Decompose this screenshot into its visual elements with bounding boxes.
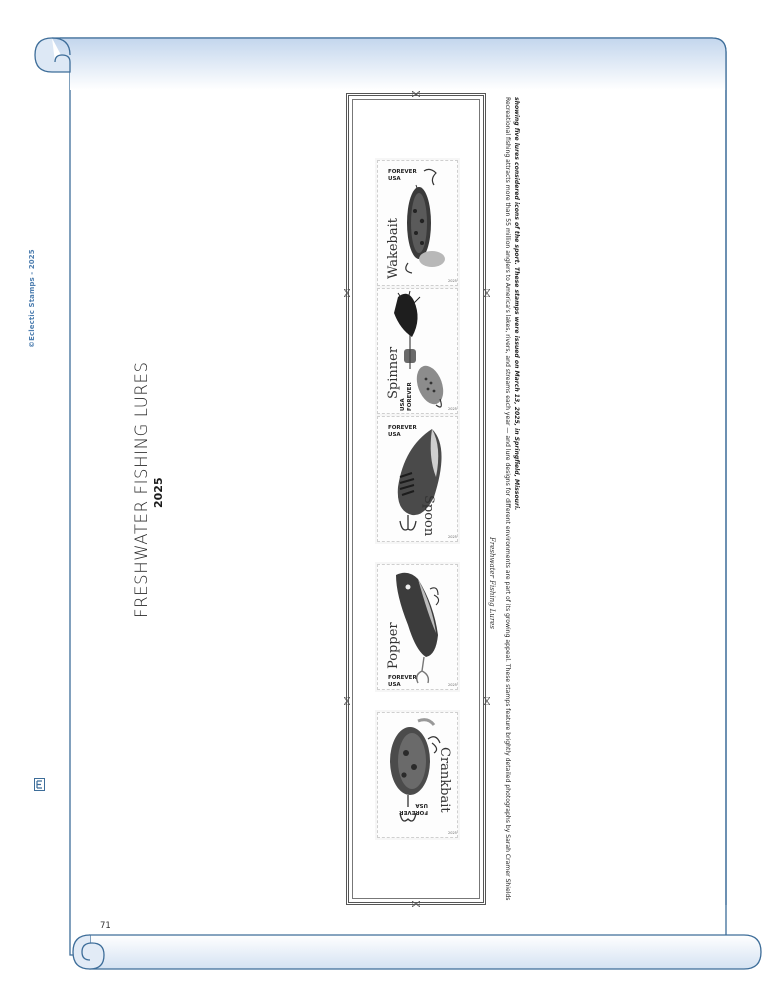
stamp-year: 2025 <box>448 407 457 411</box>
stamp-denomination: FOREVER USA <box>388 675 417 688</box>
mount-ornament-icon <box>484 289 490 297</box>
stamp-year: 2025 <box>448 535 457 539</box>
stamp-year: 2025 <box>448 279 457 283</box>
stamp-name: Crankbait <box>437 747 452 813</box>
page-year: 2025 <box>152 477 165 508</box>
stamp-spinner <box>377 288 458 414</box>
eclectic-logo-icon <box>34 778 45 791</box>
stamp-denomination: FOREVER USA <box>388 425 417 438</box>
stamp-name: Spinner <box>386 346 401 399</box>
mount-ornament-icon <box>412 901 420 907</box>
stamp-denomination: USA FOREVER <box>400 382 413 411</box>
stamp-denomination: FOREVER USA <box>399 802 428 815</box>
stamp-year: 2025 <box>448 683 457 687</box>
stamp-name: Spoon <box>421 495 436 537</box>
stamp-spoon <box>377 416 458 542</box>
page-number: 71 <box>100 921 111 931</box>
description-line-1: Recreational fishing attracts more than 55 million anglers to America's lakes, rivers, and streams each year — and lure designs for different environments are part of its growing appeal. These stamps feature brightly detailed photographs by Sarah Cramer Shields <box>504 97 511 901</box>
stamp-year: 2025 <box>448 831 457 835</box>
mount-ornament-icon <box>484 697 490 705</box>
stamp-denomination: FOREVER USA <box>388 169 417 182</box>
stamp-name: Wakebait <box>386 217 401 279</box>
page-title: FRESHWATER FISHING LURES <box>132 361 151 618</box>
description-line-2: showing five lures considered icons of the sport. These stamps were issued on March 13, 2025, in Springfield, Missouri. <box>513 97 520 511</box>
stamp-caption: Freshwater Fishing Lures <box>488 537 496 630</box>
copyright-text: ©Eclectic Stamps - 2025 <box>28 249 36 348</box>
mount-ornament-icon <box>344 289 350 297</box>
stamp-crankbait <box>377 712 458 838</box>
mount-ornament-icon <box>412 91 420 97</box>
mount-ornament-icon <box>344 697 350 705</box>
stamp-popper <box>377 564 458 690</box>
stamp-name: Popper <box>386 622 401 669</box>
stamp-wakebait <box>377 160 458 286</box>
